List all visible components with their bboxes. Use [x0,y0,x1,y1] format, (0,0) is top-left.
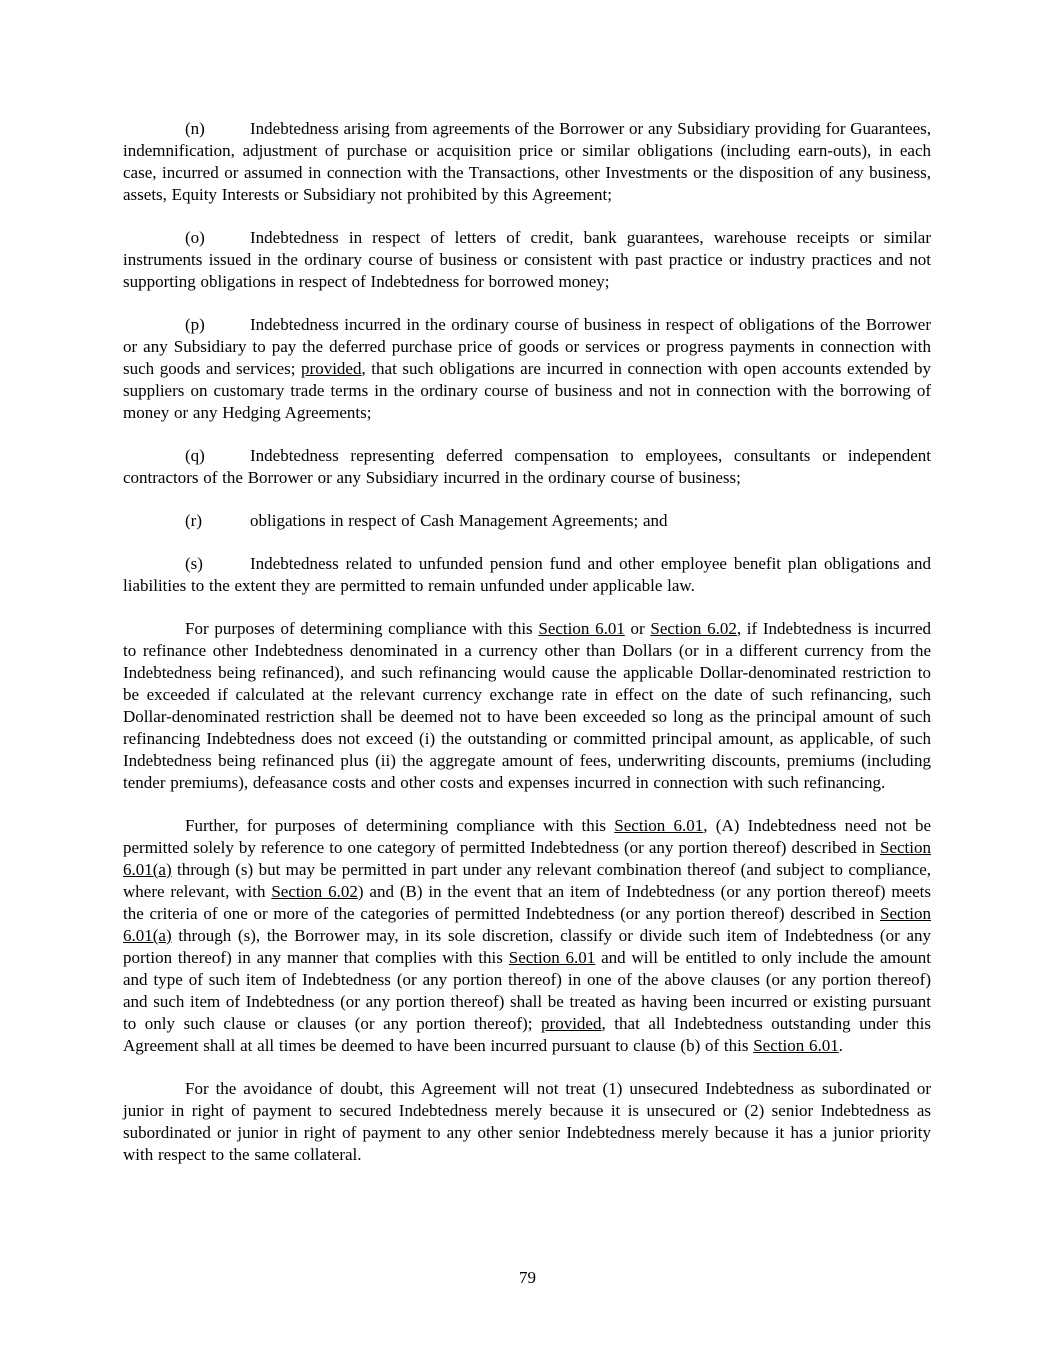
underlined-text-run: Section 6.01 [753,1036,839,1055]
text-run: . [838,1036,843,1055]
clause-label: (o) [185,228,205,247]
text-run: , (A) Indebtedness need not be permitted solely by reference to one category of permitted Indebtedness (or any portion thereof) described in [123,816,931,857]
paragraph [123,314,931,424]
text-run: through (s), the Borrower may, in its sole discretion, classify or divide such item of Indebtedness (or any portion thereof) in any manner that complies with this [123,926,931,967]
paragraph [123,553,931,597]
underlined-text-run: provided [541,1014,602,1033]
text-run: , that such obligations are incurred in connection with open accounts extended by suppliers on customary trade terms in the ordinary course of business and not in connection with the borrowing of money or any Hedging Agreements; [123,359,931,422]
text-run: Indebtedness arising from agreements of the Borrower or any Subsidiary providing for Guarantees, indemnification, adjustment of purchase or acquisition price or similar obligations (including earn-outs), in each case, incurred or assumed in connection with the Transactions, other Investments or the disposition of any business, assets, Equity Interests or Subsidiary not prohibited by this Agreement; [123,119,931,204]
text-run: Indebtedness representing deferred compensation to employees, consultants or independent contractors of the Borrower or any Subsidiary incurred in the ordinary course of business; [123,446,931,487]
underlined-text-run: provided [301,359,362,378]
text-run: Indebtedness related to unfunded pension fund and other employee benefit plan obligations and liabilities to the extent they are permitted to remain unfunded under applicable law. [123,554,931,595]
paragraph [123,618,931,794]
underlined-text-run: Section 6.01(a) [123,838,931,879]
text-run: obligations in respect of Cash Management Agreements; and [250,511,668,530]
document-body [123,118,931,1187]
text-run: Indebtedness in respect of letters of credit, bank guarantees, warehouse receipts or similar instruments issued in the ordinary course of business or consistent with past practice or industry practices and not supporting obligations in respect of Indebtedness for borrowed money; [123,228,931,291]
text-run: and will be entitled to only include the amount and type of such item of Indebtedness (or any portion thereof) in one of the above clauses (or any portion thereof) and such item of Indebtedness (or any portion thereof) shall be treated as having been incurred or existing pursuant to only such clause or clauses (or any portion thereof); [123,948,932,1033]
underlined-text-run: Section 6.01(a) [123,904,931,945]
paragraph [123,510,931,532]
paragraph [123,118,931,206]
text-run: , that all Indebtedness outstanding under this Agreement shall at all times be deemed to have been incurred pursuant to clause (b) of this [123,1014,931,1055]
text-run: through (s) but may be permitted in part under any relevant combination thereof (and subject to compliance, where relevant, with [123,860,931,901]
paragraph [123,815,931,1057]
text-run: For purposes of determining compliance with this [185,619,539,638]
clause-label: (p) [185,315,205,334]
clause-label: (n) [185,119,205,138]
text-run: Indebtedness incurred in the ordinary course of business in respect of obligations of the Borrower or any Subsidiary to pay the deferred purchase price of goods or services or progress payments in connection with such goods and services; [123,315,931,378]
text-run: or [624,619,651,638]
paragraph [123,445,931,489]
text-run: For the avoidance of doubt, this Agreement will not treat (1) unsecured Indebtedness as subordinated or junior in right of payment to secured Indebtedness merely because it is unsecured or (2) senior Indebtedness as subordinated or junior in right of payment to any other senior Indebtedness merely because it has a junior priority with respect to the same collateral. [123,1079,931,1164]
text-run: Further, for purposes of determining compliance with this [185,816,615,835]
text-run: ) and (B) in the event that an item of Indebtedness (or any portion thereof) meets the criteria of one or more of the categories of permitted Indebtedness (or any portion thereof) described in [123,882,932,923]
underlined-text-run: Section 6.01 [508,948,596,967]
clause-label: (q) [185,446,205,465]
underlined-text-run: Section 6.02 [271,882,358,901]
clause-label: (s) [185,554,203,573]
text-run: , if Indebtedness is incurred to refinance other Indebtedness denominated in a currency other than Dollars (or in a different currency from the Indebtedness being refinanced), and such refinancing would cause the applicable Dollar-denominated restriction to be exceeded if calculated at the relevant currency exchange rate in effect on the date of such refinancing, such Dollar-denominated restriction shall be deemed not to have been exceeded so long as the principal amount of such refinancing Indebtedness does not exceed (i) the outstanding or committed principal amount, as applicable, of such Indebtedness being refinanced plus (ii) the aggregate amount of fees, underwriting discounts, premiums (including tender premiums), defeasance costs and other costs and expenses incurred in connection with such refinancing. [123,619,931,792]
paragraph [123,227,931,293]
underlined-text-run: Section 6.01 [538,619,625,638]
clause-label: (r) [185,511,202,530]
page-number: 79 [519,1268,536,1287]
paragraph [123,1078,931,1166]
underlined-text-run: Section 6.02 [650,619,737,638]
underlined-text-run: Section 6.01 [614,816,704,835]
